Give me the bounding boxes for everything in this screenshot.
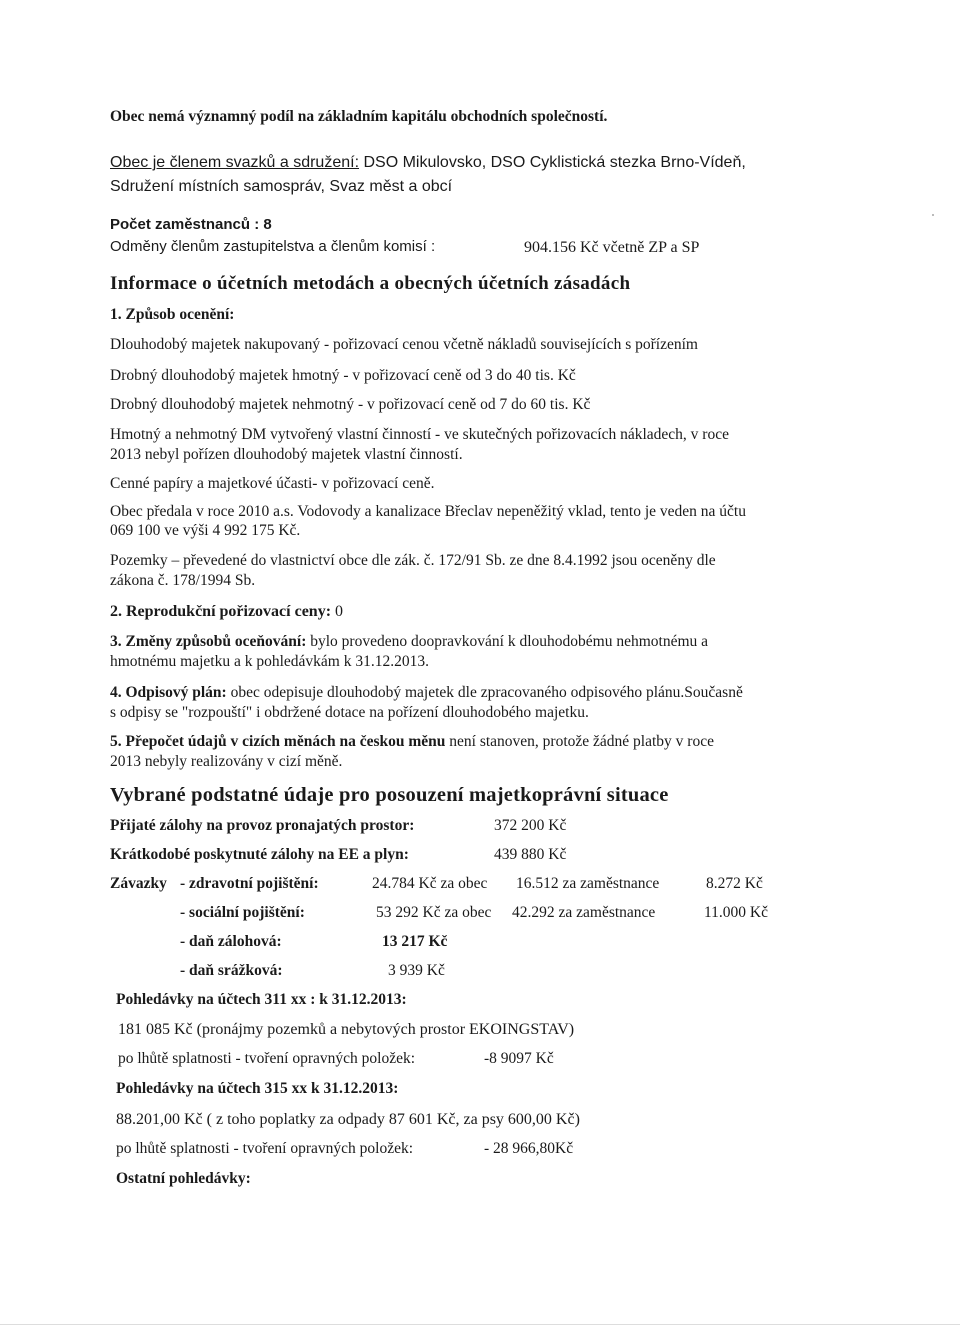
- section-2-label: 2. Reprodukční pořizovací ceny:: [110, 603, 332, 620]
- receivables-311-overdue-value: -8 9097 Kč: [484, 1050, 554, 1067]
- svazky-line-2: Sdružení místních samospráv, Svaz měst a obcí: [110, 178, 453, 195]
- section-1-p7b: zákona č. 178/1994 Sb.: [110, 572, 256, 589]
- section-4-line-2: s odpisy se "rozpouští" i obdržené dotace na pořízení dlouhodobého majetku.: [110, 704, 589, 721]
- section-5-label: 5. Přepočet údajů v cizích měnách na českou měnu: [110, 733, 446, 750]
- intro-line: Obec nemá významný podíl na základním kapitálu obchodních společností.: [110, 108, 608, 125]
- social-insurance-label: - sociální pojištění:: [180, 904, 305, 921]
- section-1-p1: Dlouhodobý majetek nakupovaný - pořizovací cenou včetně nákladů souvisejících s pořízením: [110, 336, 698, 353]
- section-1-p2: Drobný dlouhodobý majetek hmotný - v pořizovací ceně od 3 do 40 tis. Kč: [110, 367, 576, 384]
- withholding-tax-label: - daň srážková:: [180, 962, 283, 979]
- social-insurance-total: 11.000 Kč: [704, 904, 768, 921]
- section-1-p5: Cenné papíry a majetkové účasti- v pořizovací ceně.: [110, 475, 435, 492]
- health-insurance-label: - zdravotní pojištění:: [180, 875, 319, 892]
- section-5-line-2: 2013 nebyly realizovány v cizí měně.: [110, 753, 343, 770]
- rewards-value: 904.156 Kč včetně ZP a SP: [524, 239, 700, 256]
- advance-tax-label: - daň zálohová:: [180, 933, 282, 950]
- other-receivables-title: Ostatní pohledávky:: [116, 1170, 251, 1187]
- advance-tax-value: 13 217 Kč: [382, 933, 448, 950]
- section-1-p6a: Obec předala v roce 2010 a.s. Vodovody a kanalizace Břeclav nepeněžitý vklad, tento je veden na účtu: [110, 503, 746, 520]
- section-4-text: obec odepisuje dlouhodobý majetek dle zpracovaného odpisového plánu.Současně: [226, 684, 743, 701]
- section-1-p7a: Pozemky – převedené do vlastnictví obce dle zák. č. 172/91 Sb. ze dne 8.4.1992 jsou oceněny dle: [110, 552, 716, 569]
- section-2: [110, 602, 343, 621]
- employee-count: Počet zaměstnanců : 8: [110, 216, 272, 233]
- section-3-line-2: hmotnému majetku a k pohledávkám k 31.12.2013.: [110, 653, 429, 670]
- section-3-line-1: [110, 633, 708, 652]
- health-insurance-employee: 16.512 za zaměstnance: [516, 875, 660, 892]
- scan-edge-line: [0, 1324, 960, 1325]
- heading-selected-data: Vybrané podstatné údaje pro posouzení majetkoprávní situace: [110, 784, 669, 806]
- social-insurance-municipality: 53 292 Kč za obec: [376, 904, 492, 921]
- advances-given-label: Krátkodobé poskytnuté zálohy na EE a plyn:: [110, 846, 409, 863]
- section-1-p4a: Hmotný a nehmotný DM vytvořený vlastní činností - ve skutečných pořizovacích nákladech, v roce: [110, 426, 729, 443]
- advances-given-value: 439 880 Kč: [494, 846, 567, 863]
- section-3-label: 3. Změny způsobů oceňování:: [110, 633, 307, 650]
- section-4-label: 4. Odpisový plán:: [110, 684, 227, 701]
- svazky-text: DSO Mikulovsko, DSO Cyklistická stezka Brno-Vídeň,: [359, 154, 746, 171]
- section-5-line-1: [110, 733, 714, 752]
- receivables-315-overdue-label: po lhůtě splatnosti - tvoření opravných položek:: [116, 1140, 414, 1157]
- receivables-315-line-1: 88.201,00 Kč ( z toho poplatky za odpady 87 601 Kč, za psy 600,00 Kč): [116, 1111, 580, 1128]
- receivables-311-line-1: 181 085 Kč (pronájmy pozemků a nebytových prostor EKOINGSTAV): [118, 1021, 575, 1038]
- section-4-line-1: [110, 684, 743, 703]
- scan-speck: [932, 214, 934, 216]
- section-1-p4b: 2013 nebyl pořízen dlouhodobý majetek vlastní činností.: [110, 446, 463, 463]
- receivables-315-title: Pohledávky na účtech 315 xx k 31.12.2013:: [116, 1080, 399, 1097]
- receivables-311-overdue-label: po lhůtě splatnosti - tvoření opravných položek:: [118, 1050, 416, 1067]
- section-5-text: není stanoven, protože žádné platby v roce: [445, 733, 714, 750]
- receivables-315-overdue-value: - 28 966,80Kč: [484, 1140, 574, 1157]
- section-1-title: 1. Způsob ocenění:: [110, 306, 235, 323]
- svazky-label: Obec je členem svazků a sdružení:: [110, 154, 360, 171]
- health-insurance-total: 8.272 Kč: [706, 875, 763, 892]
- social-insurance-employee: 42.292 za zaměstnance: [512, 904, 656, 921]
- svazky-line-1: [110, 153, 746, 172]
- advances-received-value: 372 200 Kč: [494, 817, 567, 834]
- heading-accounting-methods: Informace o účetních metodách a obecných účetních zásadách: [110, 273, 631, 294]
- withholding-tax-value: 3 939 Kč: [388, 962, 445, 979]
- section-1-p6b: 069 100 ve výši 4 992 175 Kč.: [110, 522, 301, 539]
- health-insurance-municipality: 24.784 Kč za obec: [372, 875, 488, 892]
- rewards-label: Odměny členům zastupitelstva a členům komisí :: [110, 238, 436, 255]
- section-1-p3: Drobný dlouhodobý majetek nehmotný - v pořizovací ceně od 7 do 60 tis. Kč: [110, 396, 591, 413]
- section-3-text: bylo provedeno doopravkování k dlouhodobému nehmotnému a: [306, 633, 709, 650]
- section-2-value: 0: [331, 603, 344, 620]
- receivables-311-title: Pohledávky na účtech 311 xx : k 31.12.2013:: [116, 991, 407, 1008]
- liabilities-label: Závazky: [110, 875, 167, 892]
- advances-received-label: Přijaté zálohy na provoz pronajatých prostor:: [110, 817, 415, 834]
